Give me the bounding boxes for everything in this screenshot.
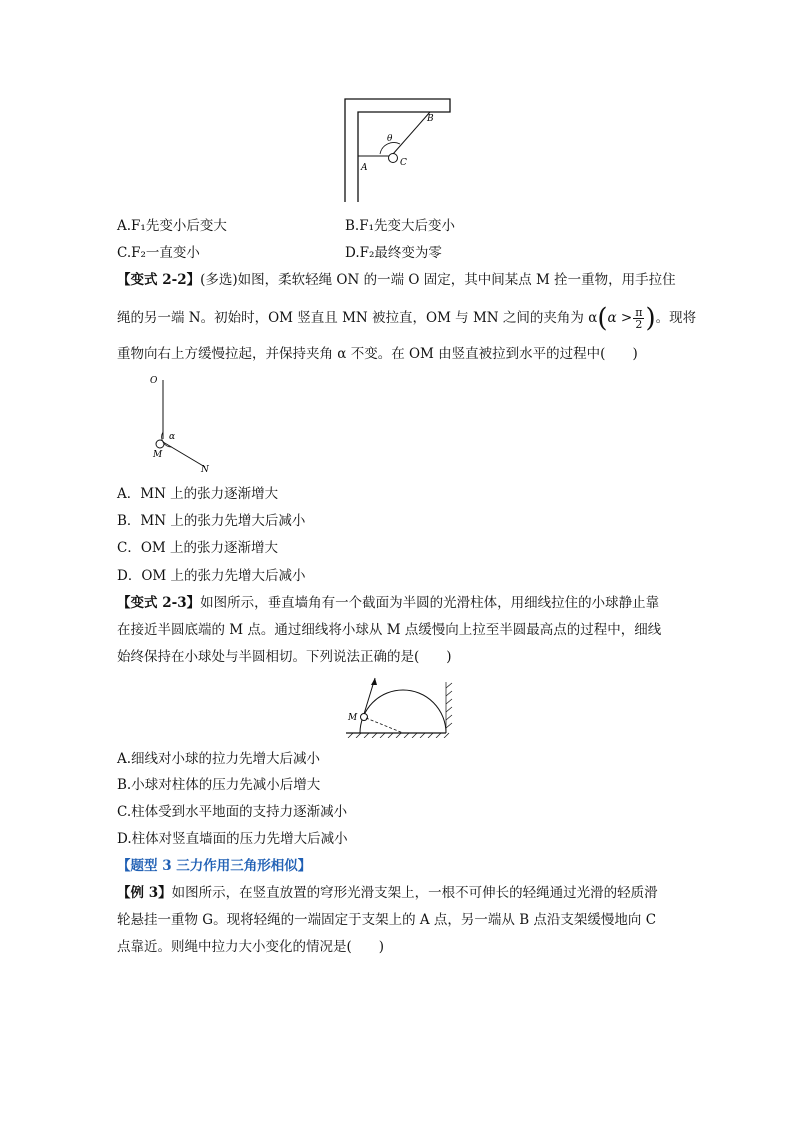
q3-line-1 xyxy=(117,593,659,613)
q1-option-a: A.F₁先变小后变大 xyxy=(117,218,227,234)
q2-condition: α > xyxy=(607,310,633,326)
q1-option-c: C.F₂一直变小 xyxy=(117,245,200,261)
q2-line-2: 绳的另一端 N。初始时，OM 竖直且 MN 被拉直，OM 与 MN 之间的夹角为 α(α > $\frac{\pi}{2}$ )。现将 xyxy=(117,303,697,334)
q3-tag: 【变式 2-3】 xyxy=(117,595,201,611)
fraction-denominator: 2 xyxy=(635,318,643,331)
q4-line-1 xyxy=(117,883,658,903)
q4-line-3: 点靠近。则绳中拉力大小变化的情况是( ) xyxy=(117,939,385,955)
q2-text-2b: 。现将 xyxy=(655,310,697,326)
q3-option-c: C.柱体受到水平地面的支持力逐渐减小 xyxy=(117,804,348,820)
q1-option-d: D.F₂最终变为零 xyxy=(345,245,442,261)
q3-option-d: D.柱体对竖直墙面的压力先增大后减小 xyxy=(117,831,348,847)
q2-option-b: B．MN 上的张力先增大后减小 xyxy=(117,513,306,529)
label-M-fig3: M xyxy=(348,713,358,723)
q2-option-a: A．MN 上的张力逐渐增大 xyxy=(117,486,279,502)
q2-option-d: D．OM 上的张力先增大后减小 xyxy=(117,568,306,584)
figure-rope-omn xyxy=(145,372,220,474)
q2-text-2: 绳的另一端 N。初始时，OM 竖直且 MN 被拉直，OM 与 MN 之间的夹角为 α xyxy=(117,310,598,326)
figure-frame-rope xyxy=(340,94,460,206)
label-N: N xyxy=(201,465,209,474)
q3-option-b: B.小球对柱体的压力先减小后增大 xyxy=(117,777,321,793)
label-theta: θ xyxy=(387,134,393,144)
q2-fraction xyxy=(633,307,644,330)
q4-line-2: 轮悬挂一重物 G。现将轻绳的一端固定于支架上的 A 点，另一端从 B 点沿支架缓慢地向 C xyxy=(117,912,657,928)
q2-text-1: (多选)如图，柔软轻绳 ON 的一端 O 固定，其中间某点 M 拴一重物，用手拉住 xyxy=(200,272,676,288)
label-alpha: α xyxy=(169,432,176,442)
q2-line-1 xyxy=(117,270,676,290)
fraction-numerator: π xyxy=(635,306,643,319)
q3-line-2: 在接近半圆底端的 M 点。通过细线将小球从 M 点缓慢向上拉至半圆最高点的过程中，细线 xyxy=(117,622,662,638)
q1-option-b: B.F₁先变大后变小 xyxy=(345,218,455,234)
q3-line-3: 始终保持在小球处与半圆相切。下列说法正确的是( ) xyxy=(117,649,452,665)
q2-tag: 【变式 2-2】 xyxy=(117,272,201,288)
label-B: B xyxy=(427,114,434,124)
label-O: O xyxy=(150,376,158,386)
q4-text-1: 如图所示，在竖直放置的穹形光滑支架上，一根不可伸长的轻绳通过光滑的轻质滑 xyxy=(171,885,658,901)
label-A: A xyxy=(361,163,368,173)
label-C: C xyxy=(400,158,407,168)
label-M: M xyxy=(153,450,163,460)
q4-tag: 【例 3】 xyxy=(117,885,172,901)
figure-half-cylinder xyxy=(342,670,460,738)
q2-option-c: C．OM 上的张力逐渐增大 xyxy=(117,540,279,556)
q2-line-3: 重物向右上方缓慢拉起，并保持夹角 α 不变。在 OM 由竖直被拉到水平的过程中( ) xyxy=(117,346,638,362)
q3-option-a: A.细线对小球的拉力先增大后减小 xyxy=(117,751,321,767)
q3-text-1: 如图所示，垂直墙角有一个截面为半圆的光滑柱体，用细线拉住的小球静止靠 xyxy=(200,595,660,611)
section-heading: 【题型 3 三力作用三角形相似】 xyxy=(117,858,312,874)
